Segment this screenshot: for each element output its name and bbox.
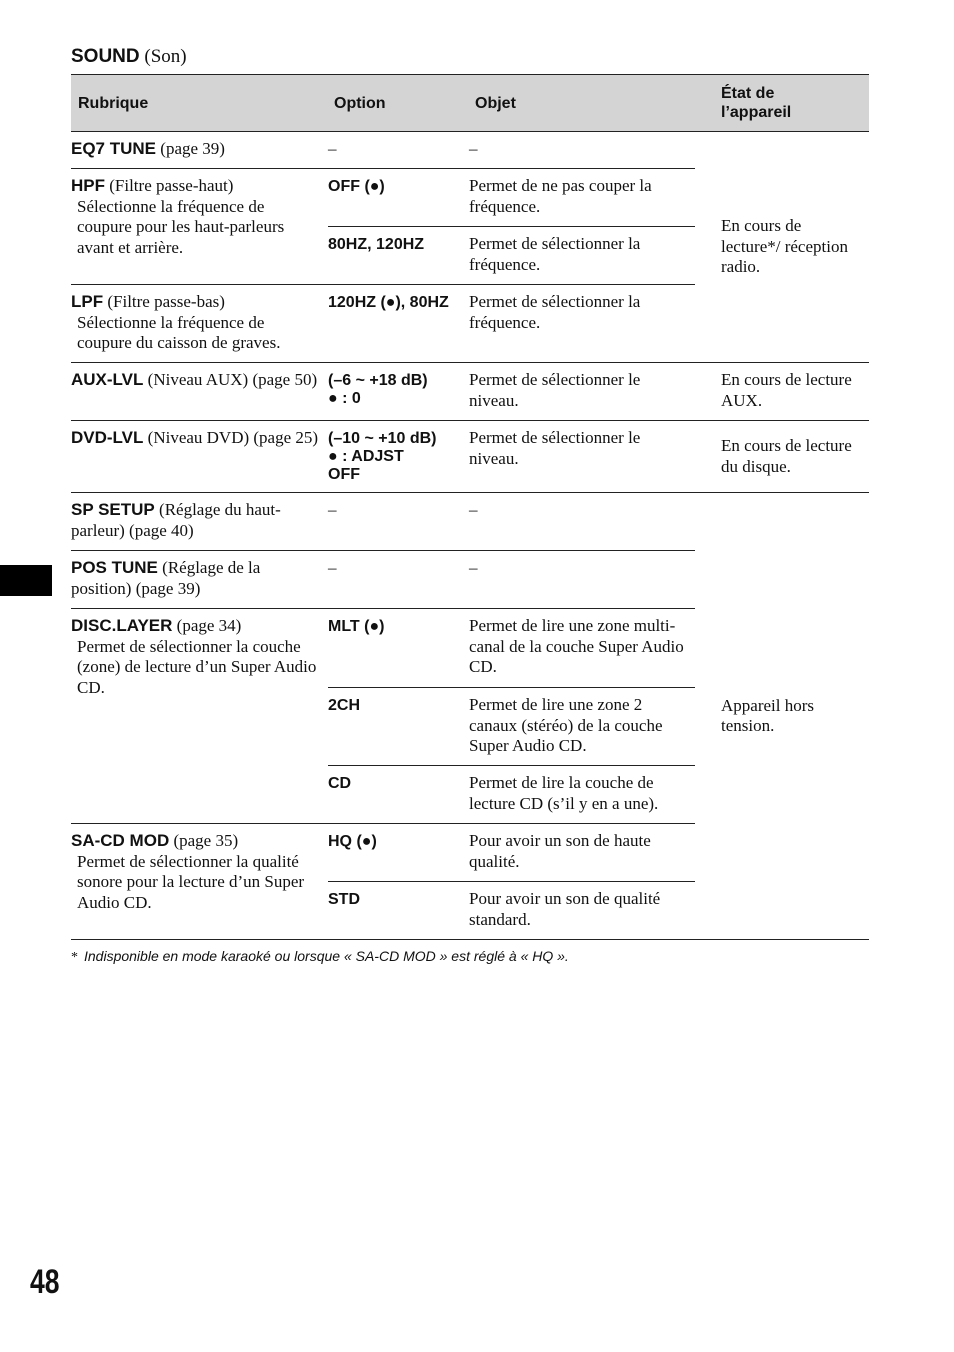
table-row <box>71 132 869 169</box>
rubrique-aux: AUX-LVL (Niveau AUX) (page 50) <box>71 363 328 421</box>
etat-off: Appareil hors tension. <box>695 493 869 940</box>
option-disc-2ch: 2CH <box>328 688 469 766</box>
rubrique-dvd: DVD-LVL (Niveau DVD) (page 25) <box>71 421 328 493</box>
option-aux: (–6 ~ +18 dB) ● : 0 <box>328 363 469 421</box>
option-sacd-std: STD <box>328 882 469 940</box>
header-etat: État de l’appareil <box>695 75 869 132</box>
objet-hpf-off: Permet de ne pas couper la fréquence. <box>469 169 695 227</box>
rubrique-sp: SP SETUP (Réglage du haut-parleur) (page 40) <box>71 493 328 551</box>
option-disc-cd: CD <box>328 766 469 824</box>
section-heading-bold: SOUND <box>71 46 140 67</box>
etat-playback-radio: En cours de lecture*/ réception radio. <box>695 132 869 363</box>
page-number: 48 <box>30 1263 60 1301</box>
header-objet: Objet <box>469 75 695 132</box>
option-sp: – <box>328 493 469 551</box>
objet-aux: Permet de sélectionner le niveau. <box>469 363 695 421</box>
option-pos: – <box>328 551 469 609</box>
rubrique-eq7: EQ7 TUNE (page 39) <box>71 132 328 169</box>
rubrique-pos: POS TUNE (Réglage de la position) (page 39) <box>71 551 328 609</box>
option-hpf-off: OFF (●) <box>328 169 469 227</box>
section-heading-text: (Son) <box>144 46 187 67</box>
objet-sp: – <box>469 493 695 551</box>
footnote-marker: * <box>71 950 78 965</box>
table-row <box>71 493 869 551</box>
objet-pos: – <box>469 551 695 609</box>
table-row <box>71 421 869 493</box>
section-heading <box>71 46 187 68</box>
etat-aux: En cours de lecture AUX. <box>695 363 869 421</box>
objet-disc-cd: Permet de lire la couche de lecture CD (s’il y en a une). <box>469 766 695 824</box>
option-eq7: – <box>328 132 469 169</box>
sound-settings-table <box>71 74 869 940</box>
header-rubrique: Rubrique <box>71 75 328 132</box>
option-lpf: 120HZ (●), 80HZ <box>328 285 469 363</box>
rubrique-hpf: HPF (Filtre passe-haut) Sélectionne la fréquence de coupure pour les haut-parleurs avant et arrière. <box>71 169 328 285</box>
objet-disc-2ch: Permet de lire une zone 2 canaux (stéréo) de la couche Super Audio CD. <box>469 688 695 766</box>
table-header-row <box>71 75 869 132</box>
footnote <box>71 948 569 966</box>
header-option: Option <box>328 75 469 132</box>
rubrique-disc: DISC.LAYER (page 34) Permet de sélectionner la couche (zone) de lecture d’un Super Audio CD. <box>71 609 328 824</box>
option-disc-mlt: MLT (●) <box>328 609 469 688</box>
footnote-text: Indisponible en mode karaoké ou lorsque « SA-CD MOD » est réglé à « HQ ». <box>84 948 569 964</box>
objet-eq7: – <box>469 132 695 169</box>
objet-sacd-std: Pour avoir un son de qualité standard. <box>469 882 695 940</box>
chapter-tab-marker <box>0 565 52 596</box>
objet-hpf-80-120: Permet de sélectionner la fréquence. <box>469 227 695 285</box>
option-hpf-80-120: 80HZ, 120HZ <box>328 227 469 285</box>
rubrique-lpf: LPF (Filtre passe-bas) Sélectionne la fréquence de coupure du caisson de graves. <box>71 285 328 363</box>
etat-disc: En cours de lecture du disque. <box>695 421 869 493</box>
option-sacd-hq: HQ (●) <box>328 824 469 882</box>
objet-dvd: Permet de sélectionner le niveau. <box>469 421 695 493</box>
objet-lpf: Permet de sélectionner la fréquence. <box>469 285 695 363</box>
objet-disc-mlt: Permet de lire une zone multi-canal de la couche Super Audio CD. <box>469 609 695 688</box>
objet-sacd-hq: Pour avoir un son de haute qualité. <box>469 824 695 882</box>
table-row <box>71 363 869 421</box>
rubrique-sacd: SA-CD MOD (page 35) Permet de sélectionner la qualité sonore pour la lecture d’un Super Audio CD. <box>71 824 328 940</box>
option-dvd: (–10 ~ +10 dB) ● : ADJST OFF <box>328 421 469 493</box>
